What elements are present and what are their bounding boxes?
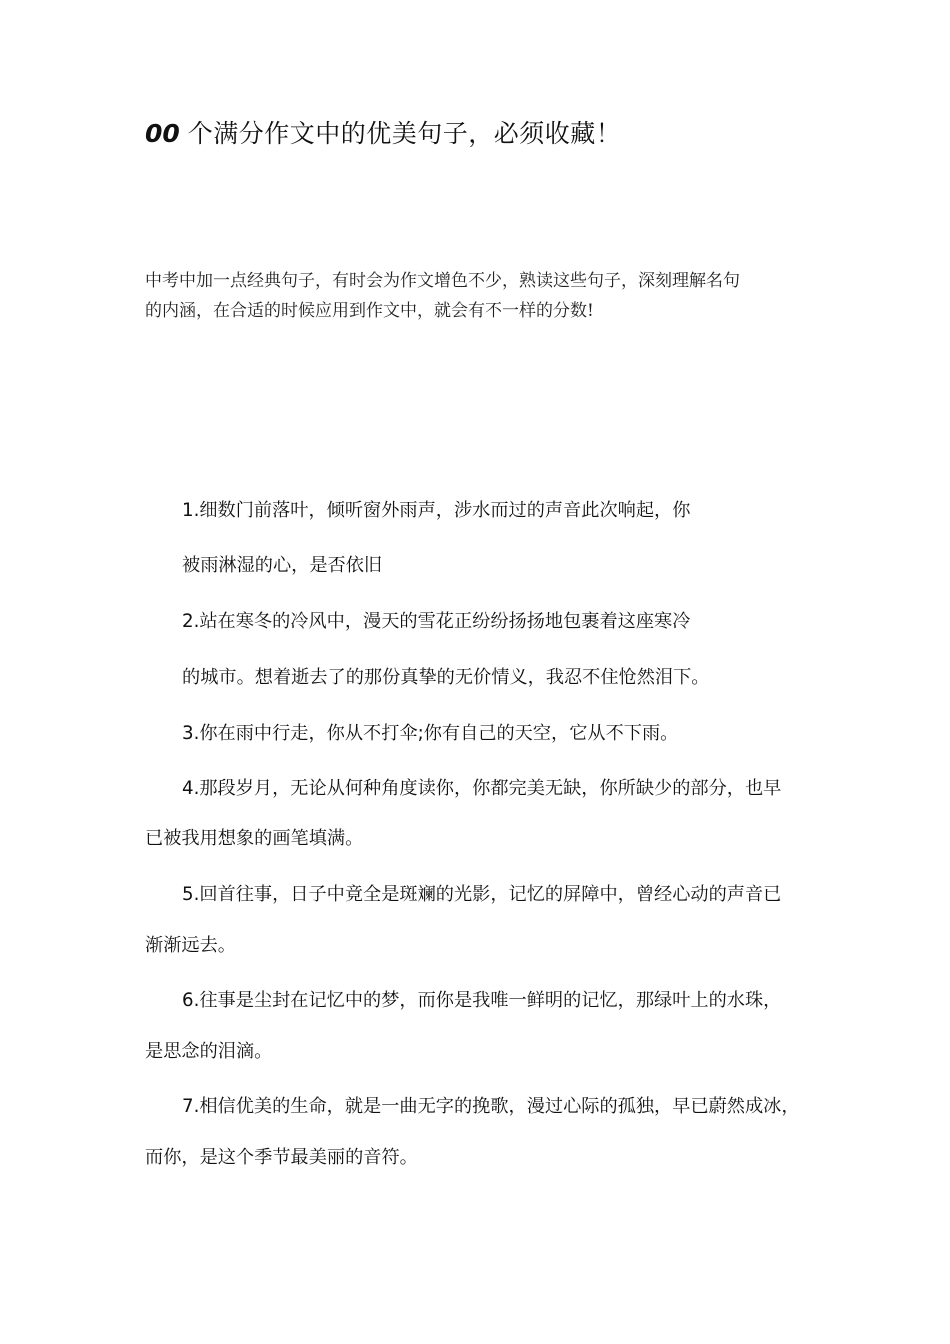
page-title: [145, 114, 825, 154]
intro-line: 中考中加一点经典句子，有时会为作文增色不少，熟读这些句子，深刻理解名句: [145, 271, 740, 291]
sentence-line: 被雨淋湿的心，是否依旧: [182, 555, 383, 576]
intro-line: 的内涵，在合适的时候应用到作文中，就会有不一样的分数!: [145, 301, 594, 321]
intro-paragraph: [145, 266, 810, 326]
sentence-line: 3.你在雨中行走，你从不打伞;你有自己的天空，它从不下雨。: [182, 723, 679, 744]
sentence-line: 1.细数门前落叶，倾听窗外雨声，涉水而过的声音此次响起，你: [182, 500, 691, 521]
sentence-line: 2.站在寒冬的冷风中，漫天的雪花正纷纷扬扬地包裹着这座寒冷: [182, 611, 691, 632]
sentence-line: 4.那段岁月，无论从何种角度读你，你都完美无缺，你所缺少的部分，也早: [182, 778, 782, 799]
sentence-line: 已被我用想象的画笔填满。: [145, 828, 364, 849]
sentence-line: 而你，是这个季节最美丽的音符。: [145, 1147, 418, 1168]
sentence-line: 5.回首往事，日子中竟全是斑斓的光影，记忆的屏障中，曾经心动的声音已: [182, 884, 782, 905]
sentence-line: 6.往事是尘封在记忆中的梦，而你是我唯一鲜明的记忆，那绿叶上的水珠，: [182, 990, 782, 1011]
title-text: 个满分作文中的优美句子，必须收藏！: [187, 119, 622, 148]
sentence-line: 7.相信优美的生命，就是一曲无字的挽歌，漫过心际的孤独，早已蔚然成冰，: [182, 1096, 800, 1117]
sentence-line: 是思念的泪滴。: [145, 1041, 273, 1062]
sentence-line: 渐渐远去。: [145, 935, 236, 956]
title-number: 00: [145, 119, 180, 148]
sentence-line: 的城市。想着逝去了的那份真挚的无价情义，我忍不住怆然泪下。: [182, 667, 710, 688]
